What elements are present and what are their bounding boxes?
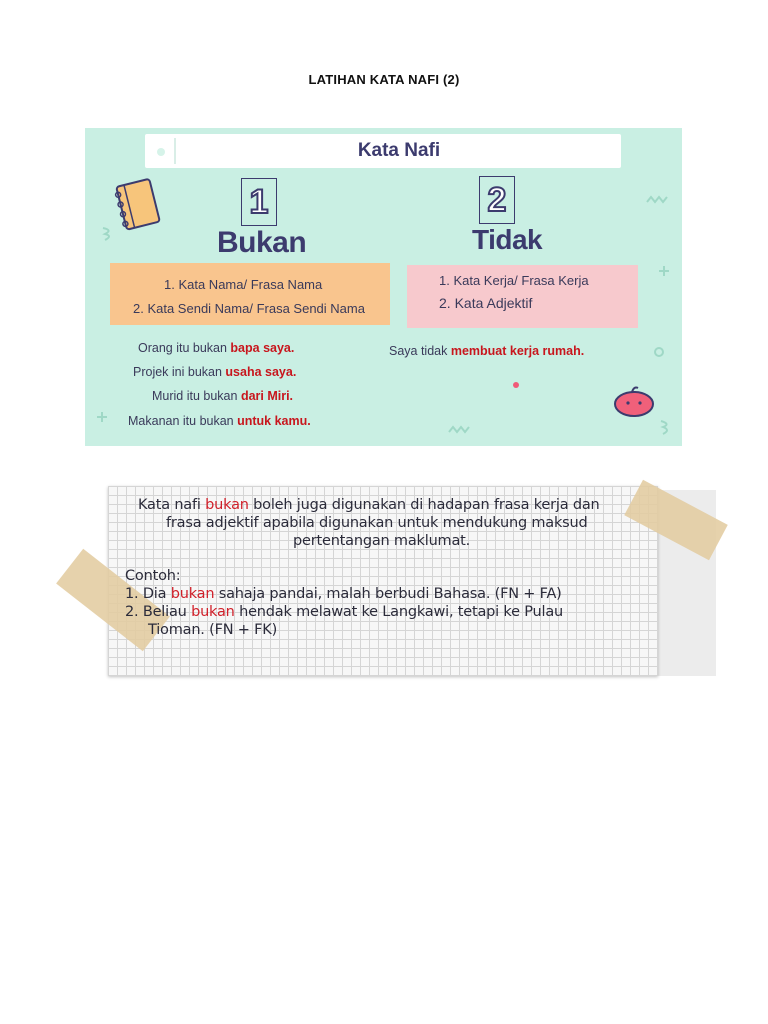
- note-highlight: bukan: [170, 586, 215, 602]
- example-text: Orang itu bukan: [138, 341, 231, 355]
- wave-icon: [447, 424, 473, 436]
- note-text: boleh juga digunakan di hadapan frasa kerja dan: [248, 497, 600, 513]
- example-highlight: untuk kamu.: [237, 414, 311, 428]
- circle-icon: [653, 346, 665, 358]
- note-text: Kata nafi: [138, 497, 206, 513]
- example-text: Projek ini bukan: [133, 365, 226, 379]
- note-highlight: bukan: [205, 497, 249, 513]
- bukan-example: [138, 341, 294, 355]
- bukan-heading: Bukan: [217, 226, 307, 259]
- banner-dot: [157, 148, 165, 156]
- contoh-label: Contoh:: [125, 568, 181, 584]
- note-text: 2. Beliau: [125, 604, 192, 620]
- note-example: [125, 604, 563, 620]
- pink-dot: [513, 382, 519, 388]
- note-example-continued: Tioman. (FN + FK): [148, 622, 278, 638]
- bukan-example: [152, 389, 293, 403]
- example-highlight: usaha saya.: [225, 365, 297, 379]
- bukan-usage-box: [110, 263, 390, 325]
- tidak-example: [389, 344, 584, 358]
- wave-icon: [645, 194, 671, 206]
- note-highlight: bukan: [191, 604, 235, 620]
- note-text: hendak melawat ke Langkawi, tetapi ke Pulau: [234, 604, 564, 620]
- slide-banner: [145, 134, 621, 168]
- note-line: frasa adjektif apabila digunakan untuk mendukung maksud: [166, 515, 588, 531]
- example-text: Murid itu bukan: [152, 389, 241, 403]
- tidak-usage-box: [407, 265, 638, 328]
- number-1-box: 1: [241, 178, 277, 226]
- banner-separator: [174, 138, 176, 164]
- squiggle-icon: [657, 418, 675, 438]
- note-line: pertentangan maklumat.: [293, 533, 471, 549]
- bukan-example: [128, 414, 311, 428]
- example-highlight: dari Miri.: [240, 389, 294, 403]
- squiggle-icon: [99, 224, 119, 246]
- bukan-example: [133, 365, 296, 379]
- document-title: LATIHAN KATA NAFI (2): [308, 72, 460, 87]
- example-highlight: membuat kerja rumah.: [450, 344, 585, 358]
- note-text: sahaja pandai, malah berbudi Bahasa. (FN + FA): [214, 586, 562, 602]
- kata-nafi-slide: [85, 128, 682, 446]
- note-example: [125, 586, 562, 602]
- notebook-icon: [113, 176, 165, 232]
- plus-icon: [657, 264, 671, 278]
- note-line: [138, 497, 600, 513]
- bukan-usage-item: 1. Kata Nama/ Frasa Nama: [164, 277, 323, 292]
- tidak-heading: Tidak: [472, 224, 543, 255]
- tidak-usage-item: 2. Kata Adjektif: [439, 295, 533, 311]
- slide-title: Kata Nafi: [357, 140, 441, 161]
- example-highlight: bapa saya.: [230, 341, 295, 355]
- example-text: Makanan itu bukan: [128, 414, 238, 428]
- note-text: 1. Dia: [125, 586, 171, 602]
- plus-icon: [95, 410, 109, 424]
- number-2-box: 2: [479, 176, 515, 224]
- tomato-icon: [612, 384, 656, 418]
- bukan-usage-item: 2. Kata Sendi Nama/ Frasa Sendi Nama: [133, 301, 365, 316]
- tidak-usage-item: 1. Kata Kerja/ Frasa Kerja: [439, 273, 589, 288]
- example-text: Saya tidak: [389, 344, 451, 358]
